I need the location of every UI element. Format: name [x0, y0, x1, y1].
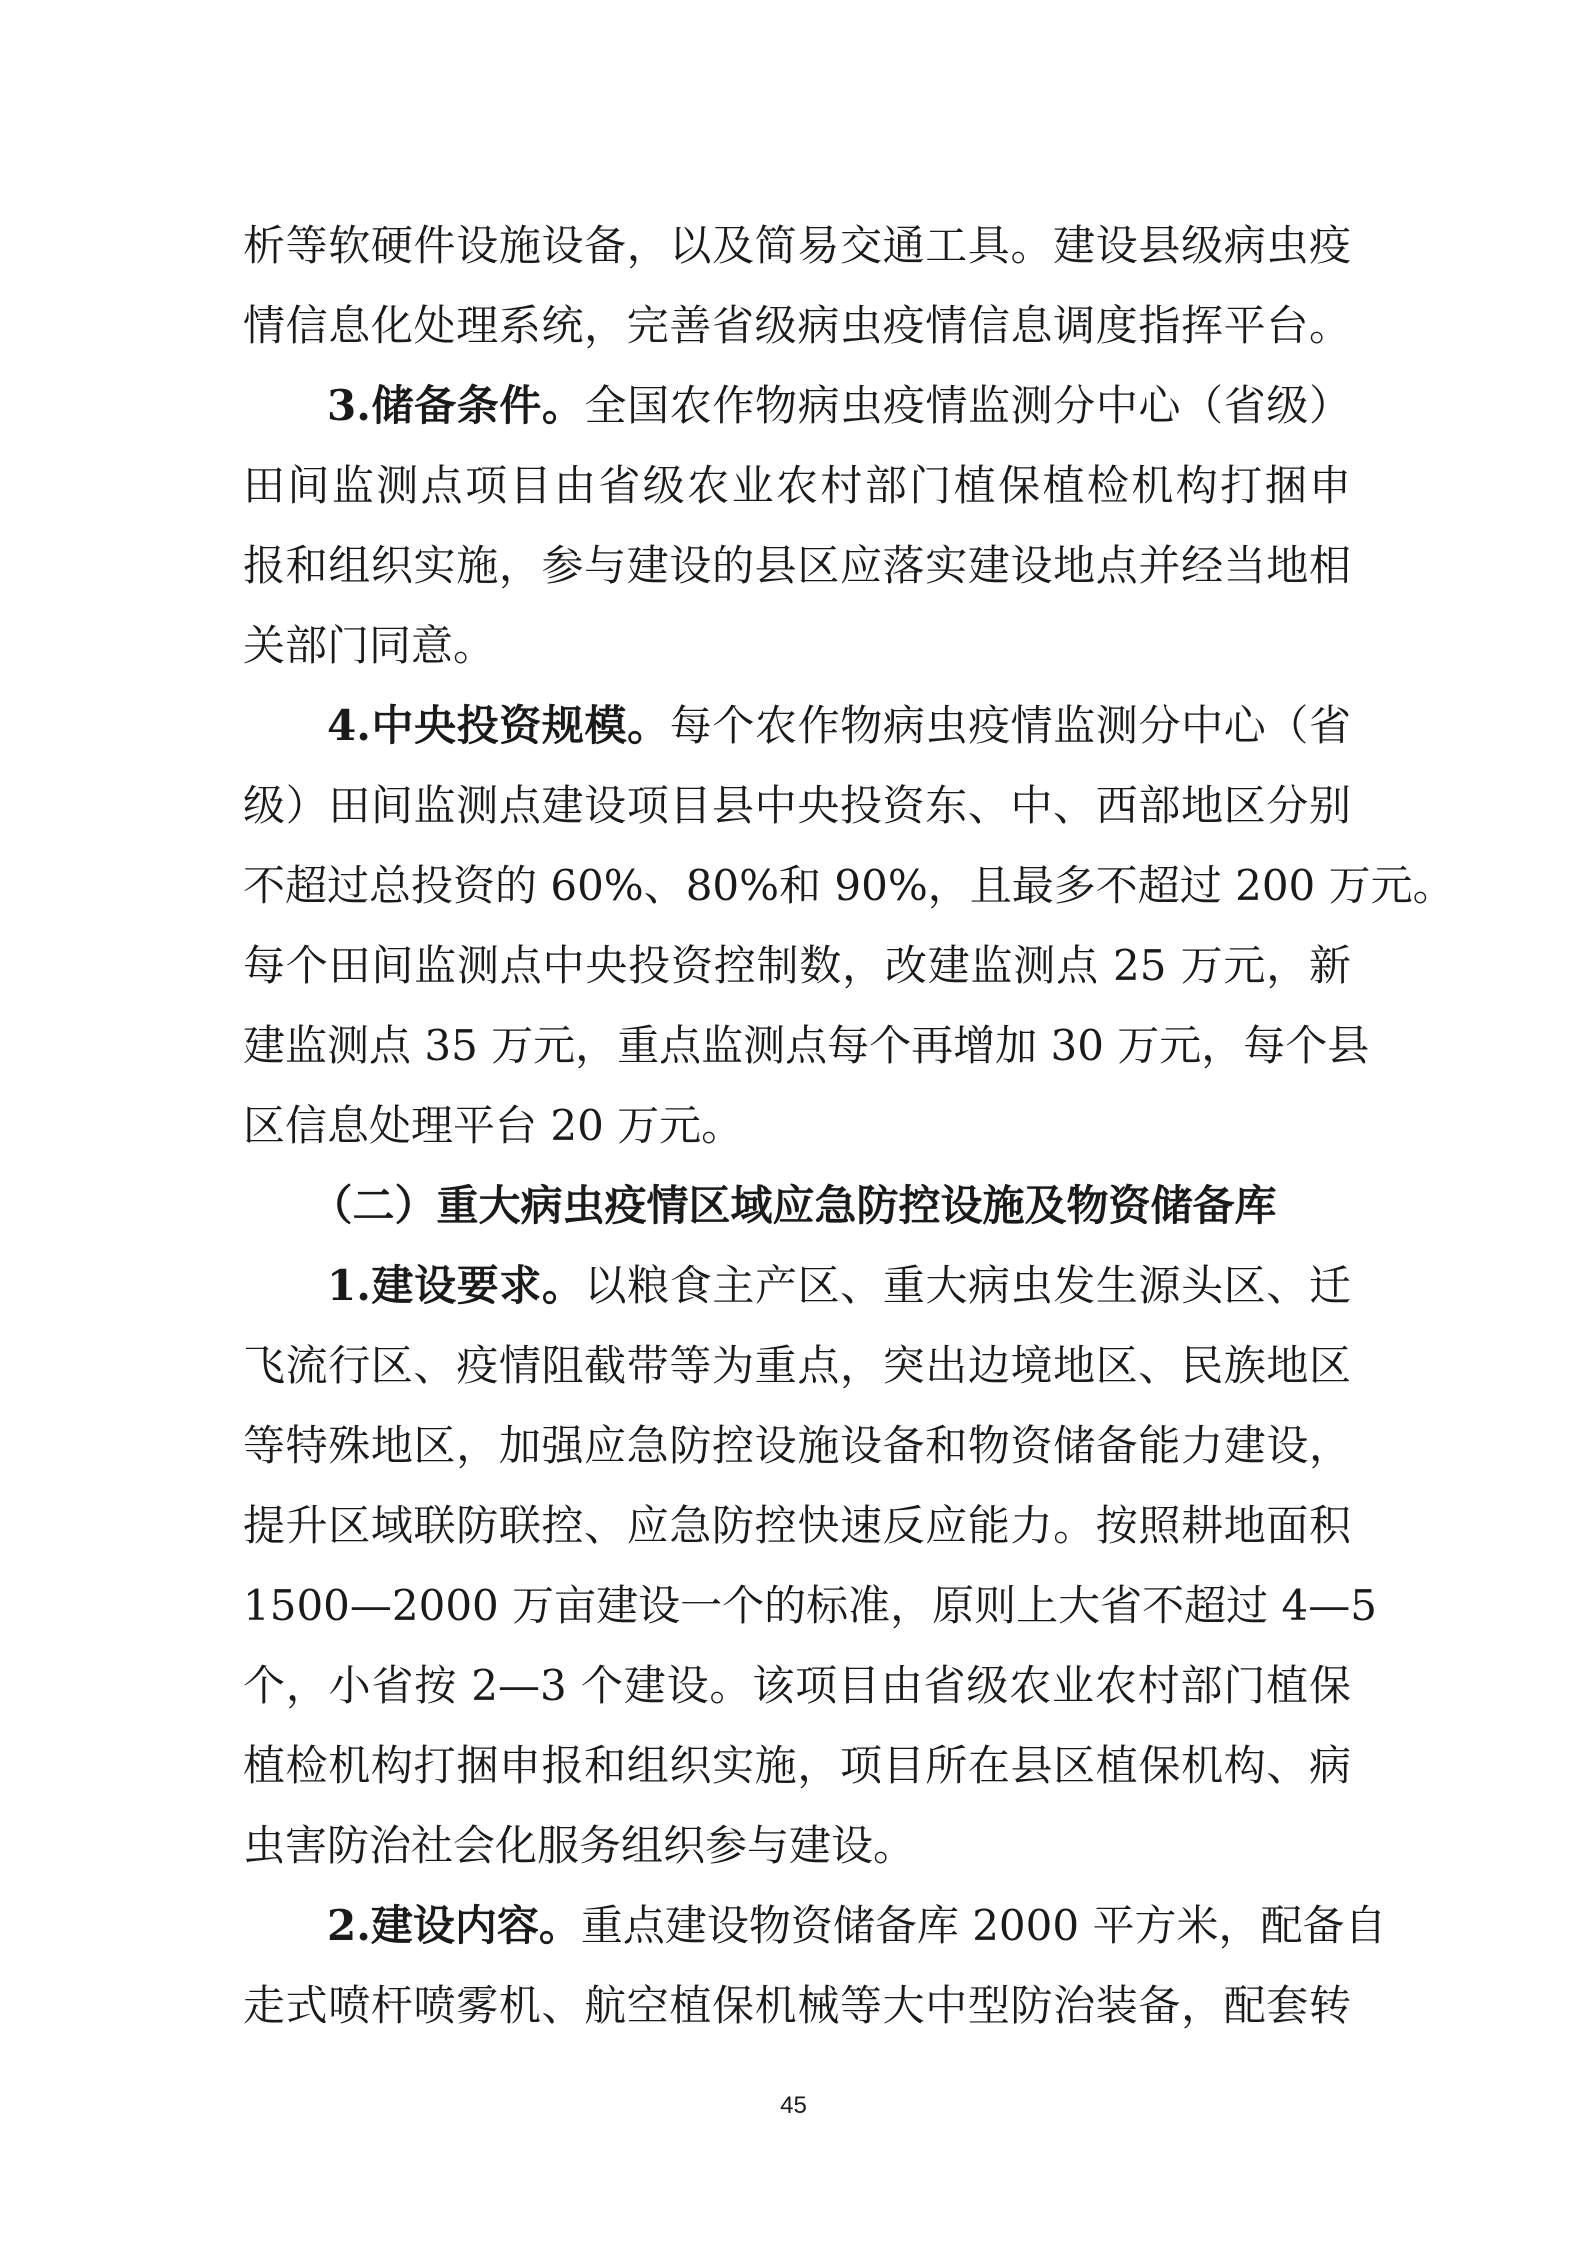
line-text: 走式喷杆喷雾机、航空植保机械等大中型防治装备，配套转	[243, 1981, 1351, 2030]
section-lead: 3.储备条件。	[327, 381, 585, 430]
body-line	[243, 1496, 1351, 1556]
section-lead: 2.建设内容。	[327, 1901, 581, 1950]
line-text: 等特殊地区，加强应急防控设施设备和物资储备能力建设，	[243, 1421, 1351, 1470]
body-line	[243, 1656, 1351, 1716]
line-text: 田间监测点项目由省级农业农村部门植保植检机构打捆申	[243, 461, 1351, 510]
line-text: 建监测点 35 万元，重点监测点每个再增加 30 万元，每个县	[243, 1021, 1370, 1070]
body-line	[243, 1096, 743, 1156]
line-text: 每个田间监测点中央投资控制数，改建监测点 25 万元，新	[243, 941, 1351, 990]
paragraph-first-line	[327, 1896, 1387, 1956]
line-text: 报和组织实施，参与建设的县区应落实建设地点并经当地相	[243, 541, 1351, 590]
line-text: 虫害防治社会化服务组织参与建设。	[243, 1821, 916, 1870]
section-heading: （二）重大病虫疫情区域应急防控设施及物资储备库	[310, 1181, 1277, 1230]
line-text: 以粮食主产区、重大病虫发生源头区、迁	[584, 1261, 1351, 1310]
line-text: 提升区域联防联控、应急防控快速反应能力。按照耕地面积	[243, 1501, 1351, 1550]
page-number: 45	[780, 2092, 807, 2119]
line-text: 级）田间监测点建设项目县中央投资东、中、西部地区分别	[243, 781, 1351, 830]
body-line	[243, 296, 1351, 356]
section-lead: 1.建设要求。	[327, 1261, 585, 1310]
line-text: 1500—2000 万亩建设一个的标准，原则上大省不超过 4—5	[243, 1581, 1377, 1630]
line-text: 区信息处理平台 20 万元。	[243, 1101, 744, 1150]
line-text: 全国农作物病虫疫情监测分中心（省级）	[584, 381, 1351, 430]
line-text: 飞流行区、疫情阻截带等为重点，突出边境地区、民族地区	[243, 1341, 1351, 1390]
body-line	[243, 776, 1351, 836]
body-line	[243, 936, 1351, 996]
body-line	[243, 1416, 1351, 1476]
line-text: 每个农作物病虫疫情监测分中心（省	[669, 701, 1351, 750]
body-line	[243, 1976, 1351, 2036]
line-text: 析等软硬件设施设备，以及简易交通工具。建设县级病虫疫	[243, 221, 1351, 270]
body-line	[243, 1816, 915, 1876]
body-line	[243, 616, 495, 676]
line-text: 重点建设物资储备库 2000 平方米，配备自	[580, 1901, 1387, 1950]
line-text: 不超过总投资的 60%、80%和 90%，且最多不超过 200 万元。	[243, 861, 1455, 910]
body-line	[243, 856, 1455, 916]
line-text: 植检机构打捆申报和组织实施，项目所在县区植保机构、病	[243, 1741, 1351, 1790]
line-text: 关部门同意。	[243, 621, 496, 670]
paragraph-first-line	[327, 1256, 1351, 1316]
body-line	[243, 1736, 1351, 1796]
section-lead: 4.中央投资规模。	[327, 701, 670, 750]
body-line	[243, 1016, 1370, 1076]
body-line	[243, 1336, 1351, 1396]
body-line	[243, 1576, 1377, 1636]
paragraph-first-line	[327, 376, 1351, 436]
line-text: 个，小省按 2—3 个建设。该项目由省级农业农村部门植保	[243, 1661, 1351, 1710]
line-text: 情信息化处理系统，完善省级病虫疫情信息调度指挥平台。	[243, 301, 1351, 350]
body-line	[243, 456, 1351, 516]
body-line	[243, 216, 1351, 276]
body-line	[243, 536, 1351, 596]
paragraph-first-line	[327, 696, 1351, 756]
